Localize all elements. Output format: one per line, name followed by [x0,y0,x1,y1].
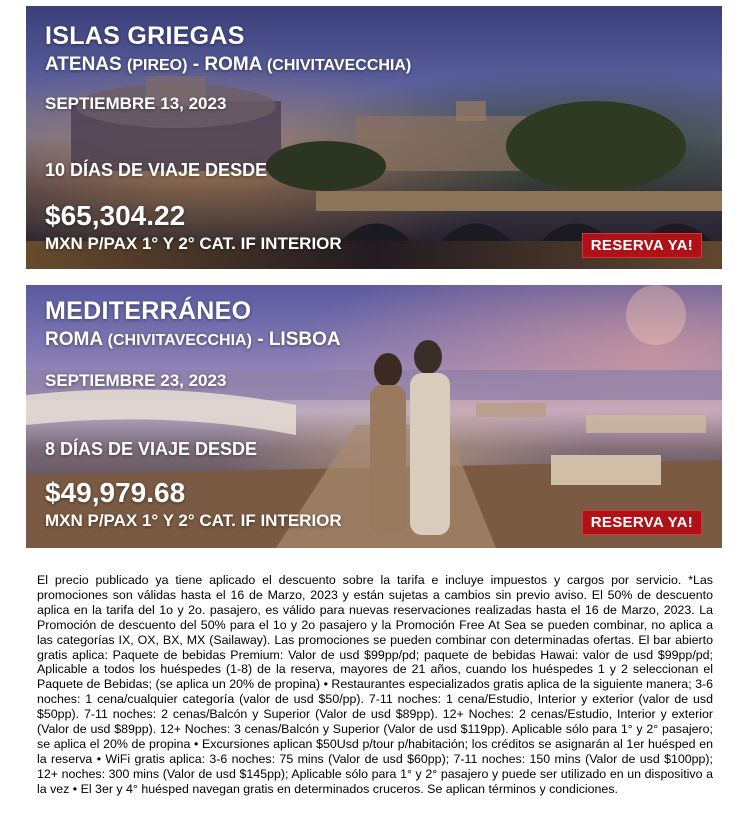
price-category: MXN P/PAX 1° Y 2° CAT. IF INTERIOR [45,511,342,530]
route-origin: ROMA [45,329,103,350]
sailing-date: SEPTIEMBRE 23, 2023 [45,371,227,390]
sailing-date: SEPTIEMBRE 13, 2023 [45,94,227,113]
banner-route [45,54,411,76]
route-destination: ROMA [204,54,262,75]
reserve-button[interactable]: RESERVA YA! [582,510,702,535]
route-destination: LISBOA [268,329,341,350]
route-origin-port: (CHIVITAVECCHIA) [107,332,252,349]
price: $65,304.22 [45,200,186,231]
route-origin: ATENAS [45,54,122,75]
trip-length: 10 DÍAS DE VIAJE DESDE [45,160,268,180]
route-separator: - [192,54,200,75]
route-destination-port: (CHIVITAVECCHIA) [266,57,412,74]
promo-banner-greek-islands[interactable] [26,6,722,269]
price: $49,979.68 [45,477,186,508]
promo-banner-mediterranean[interactable] [26,285,722,548]
reserve-button[interactable]: RESERVA YA! [582,233,702,258]
route-separator: - [257,329,264,350]
price-category: MXN P/PAX 1° Y 2° CAT. IF INTERIOR [45,234,342,253]
terms-and-conditions-text: El precio publicado ya tiene aplicado el descuento sobre la tarifa e incluye impuestos y cargos por servicio. *Las promociones son válidas hasta el 16 de Marzo, 2023 y están sujetas a cambios sin previo aviso. El 50% de descuento aplica en la tarifa del 1o y 2o. pasajero, es válido para nuevas reservaciones realizadas hasta el 16 de Marzo, 2023. La Promoción de descuento del 50% para el 1o y 2o pasajero y la Promoción Free At Sea se pueden combinar, no aplica a las categorías IX, OX, BX, MX (Sailaway). Las promociones se pueden combinar con determinadas ofertas. El bar abierto gratis aplica: Paquete de bebidas Premium: Valor de usd $99pp/pd; paquete de bebidas Hawai: valor de usd $99pp/pd; Aplicable a todos los huéspedes (1-8) de la reserva, mayores de 21 años, cuando los huéspedes 1 y 2 seleccionan el Paquete de Bebidas; (se aplica un 20% de propina) • Restaurantes especializados gratis aplica de la siguiente manera; 3-6 noches: 1 cena/cualquier categoría (valor de usd $50/pp). 7-11 noches: 1 cena/Estudio, Interior y exterior (valor de usd $50pp). 7-11 noches: 2 cenas/Balcón y Superior (Valor de usd $89pp). 12+ Noches: 2 cenas/Estudio, Interior y exterior (Valor de usd $89pp). 12+ Noches: 3 cenas/Balcón y Superior (Valor de usd $119pp). Aplicable sólo para 1° y 2° pasajero; se aplica el 20% de propina • Excursiones aplican $50Usd p/tour p/habitación; los créditos se asignarán al 1er huésped en la reserva • WiFi gratis aplica: 3-6 noches: 75 mins (Valor de usd $60pp); 7-11 noches: 150 mins (Valor de usd $100pp); 12+ noches: 300 mins (Valor de usd $145pp); Aplicable sólo para 1° y 2° pasajero y puede ser utilizado en un dispositivo a la vez • El 3er y 4° huésped navegan gratis en determinados cruceros. Se aplican términos y condiciones. [37,573,713,796]
route-origin-port: (PIREO) [127,57,188,74]
banner-title: ISLAS GRIEGAS [45,22,245,50]
banner-route [45,329,341,351]
banner-title: MEDITERRÁNEO [45,297,252,325]
trip-length: 8 DÍAS DE VIAJE DESDE [45,439,258,459]
